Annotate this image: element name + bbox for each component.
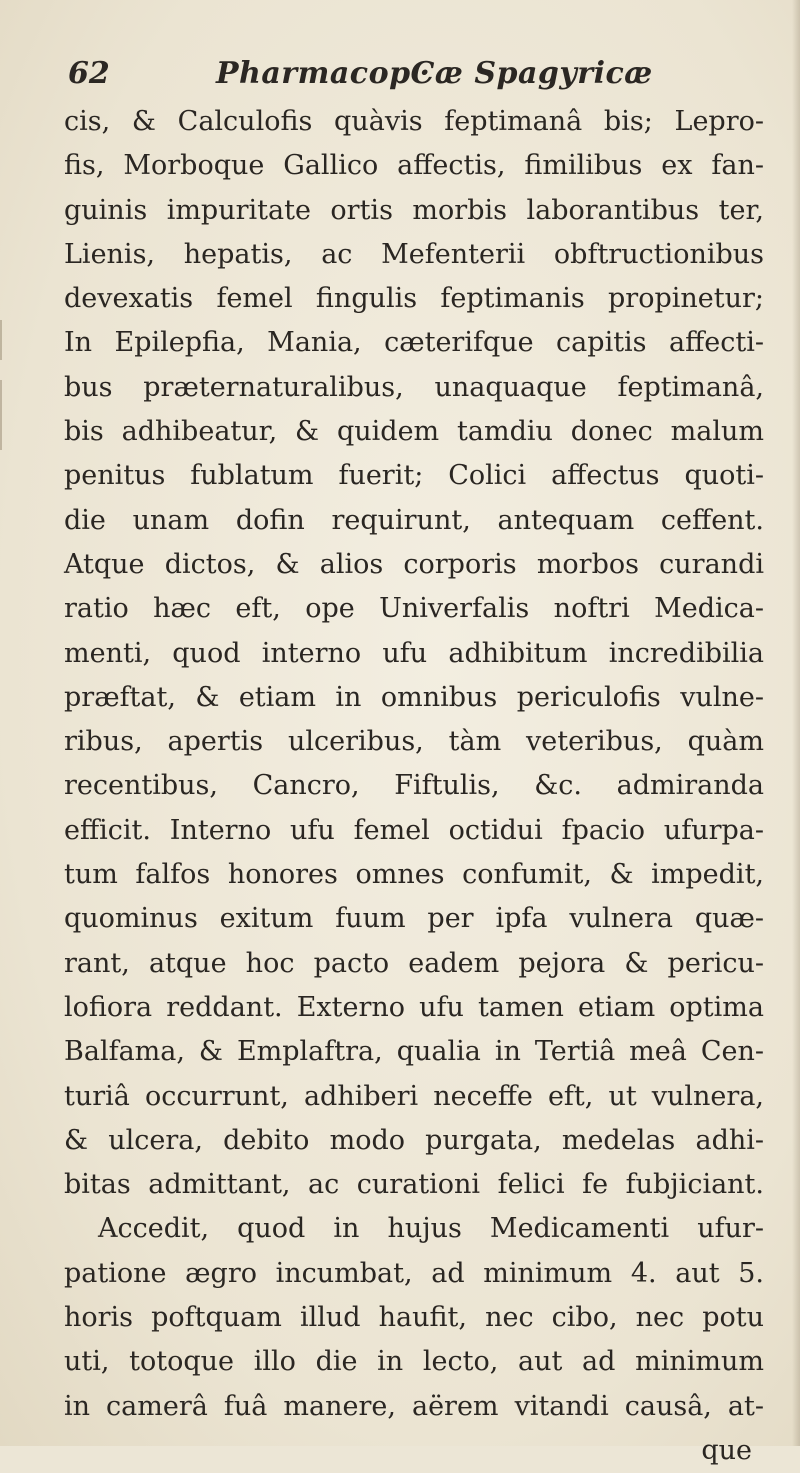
- text-line: cis, & Calculofis quàvis feptimanâ bis; Lepro-: [64, 106, 764, 137]
- text-line: præftat, & etiam in omnibus periculofis vulne-: [64, 681, 764, 713]
- text-line-paragraph-start: Accedit, quod in hujus Medicamenti ufur-: [98, 1213, 764, 1245]
- catchword: que: [701, 1434, 752, 1466]
- text-line: devexatis femel fingulis feptimanis propinetur;: [64, 283, 764, 315]
- text-line: in camerâ fuâ manere, aërem vitandi causâ, at-: [64, 1390, 764, 1422]
- page-edge-shadow: [792, 0, 800, 1446]
- text-line: rant, atque hoc pacto eadem pejora & pericu-: [64, 947, 764, 979]
- body-text: [64, 100, 764, 1473]
- text-line: lofiora reddant. Externo ufu tamen etiam optima: [64, 991, 764, 1023]
- margin-stain: [0, 380, 2, 450]
- text-line: bitas admittant, ac curationi felici fe fubjiciant.: [64, 1169, 764, 1201]
- text-line: In Epilepfia, Mania, cæterifque capitis affecti-: [64, 327, 764, 359]
- text-line: ribus, apertis ulceribus, tàm veteribus, quàm: [64, 726, 764, 758]
- text-line: quominus exitum fuum per ipfa vulnera quæ-: [64, 903, 764, 935]
- text-line: penitus fublatum fuerit; Colici affectus quoti-: [64, 460, 764, 492]
- text-line: uti, totoque illo die in lecto, aut ad minimum: [64, 1346, 764, 1378]
- text-line: ratio hæc eft, ope Univerfalis noftri Medica-: [64, 593, 764, 625]
- text-line: efficit. Interno ufu femel octidui fpacio ufurpa-: [64, 814, 764, 846]
- text-line: Balfama, & Emplaftra, qualia in Tertiâ meâ Cen-: [64, 1036, 764, 1068]
- text-line: patione ægro incumbat, ad minimum 4. aut 5.: [64, 1257, 764, 1289]
- text-line: Atque dictos, & alios corporis morbos curandi: [64, 548, 764, 580]
- text-line: die unam dofin requirunt, antequam ceffent.: [64, 504, 764, 536]
- text-line: fis, Morboque Gallico affectis, fimilibus ex fan-: [64, 150, 764, 182]
- text-line: turiâ occurrunt, adhiberi neceffe eft, ut vulnera,: [64, 1080, 764, 1112]
- margin-stain: [0, 320, 2, 360]
- text-line: Lienis, hepatis, ac Mefenterii obftructionibus: [64, 238, 764, 270]
- text-line: recentibus, Cancro, Fiftulis, &c. admiranda: [64, 770, 764, 802]
- page-header: [68, 46, 760, 96]
- text-line: menti, quod interno ufu adhibitum incredibilia: [64, 637, 764, 669]
- text-line: horis poftquam illud haufit, nec cibo, nec potu: [64, 1302, 764, 1334]
- text-line: tum falfos honores omnes confumit, & impedit,: [64, 859, 764, 891]
- text-line: bus præternaturalibus, unaquaque feptimanâ,: [64, 371, 764, 403]
- page-number: 62: [68, 56, 110, 91]
- text-line: & ulcera, debito modo purgata, medelas adhi-: [64, 1124, 764, 1156]
- text-line: guinis impuritate ortis morbis laborantibus ter,: [64, 194, 764, 226]
- running-title: PharmacopϾæ Spagyricæ: [216, 56, 653, 91]
- text-line: bis adhibeatur, & quidem tamdiu donec malum: [64, 416, 764, 448]
